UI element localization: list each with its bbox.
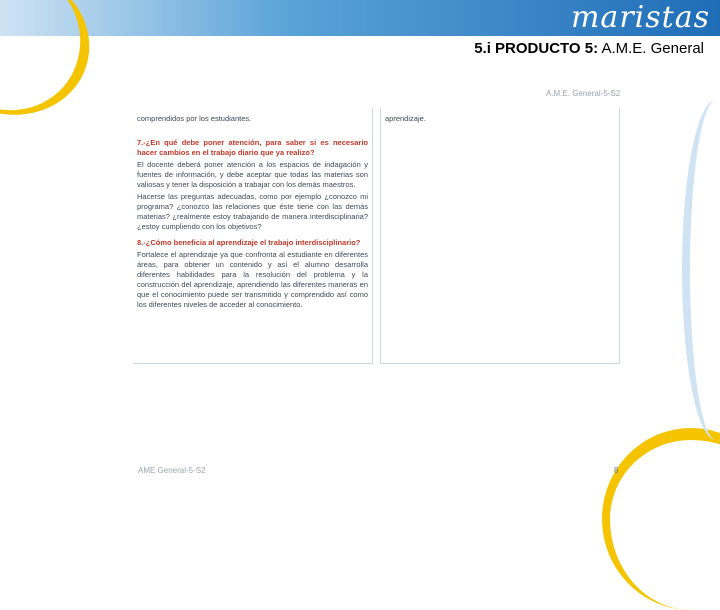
question-7: 7.-¿En qué debe poner atención, para saber si es necesario hacer cambios en el trabajo diario que ya realizo? (137, 138, 368, 157)
page-number: 8 (614, 466, 619, 475)
question-8: 8.-¿Cómo beneficia al aprendizaje el trabajo interdisciplinario? (137, 238, 361, 247)
brand-logo: maristas (570, 0, 710, 35)
page-code-top: A.M.E. General-5-S2 (546, 89, 621, 98)
slide-title (474, 40, 704, 57)
header-bar (0, 0, 720, 36)
right-text: aprendizaje. (385, 114, 426, 123)
answer-8: Fortalece el aprendizaje ya que confronta al estudiante en diferentes áreas, para obtener un contenido y así el alumno desarrolla diferentes habilidades para la resolución del problema y la construcción del aprendizaje, aprendiendo las diferentes maneras en que el conocimiento puede ser transmitido y comprendido así como los diferentes niveles de acceder al conocimiento. (137, 250, 368, 309)
document-right-column (380, 108, 620, 364)
document-left-column (133, 108, 373, 364)
page-code-bottom: AME General-5-S2 (138, 466, 206, 475)
decorative-swoosh-right-blue (682, 100, 720, 440)
answer-7-paragraph-2: Hacerse las preguntas adecuadas, como por ejemplo ¿conozco mi programa? ¿conozco las relaciones que éste tiene con las demás materias? ¿realmente estoy trabajando de manera interdisciplinaria? ¿estoy cumpliendo con los objetivos? (137, 192, 368, 231)
slide-title-bold: 5.i PRODUCTO 5: (474, 40, 599, 57)
answer-7-paragraph-1: El docente deberá poner atención a los espacios de indagación y fuentes de información, y debe aceptar que todas las materias son valiosas y tener la disposición a trabajar con los demás maestros. (137, 160, 368, 189)
decorative-swoosh-right (602, 428, 720, 610)
slide-title-rest: A.M.E. General (598, 40, 704, 57)
left-intro: comprendidos por los estudiantes. (137, 114, 252, 123)
